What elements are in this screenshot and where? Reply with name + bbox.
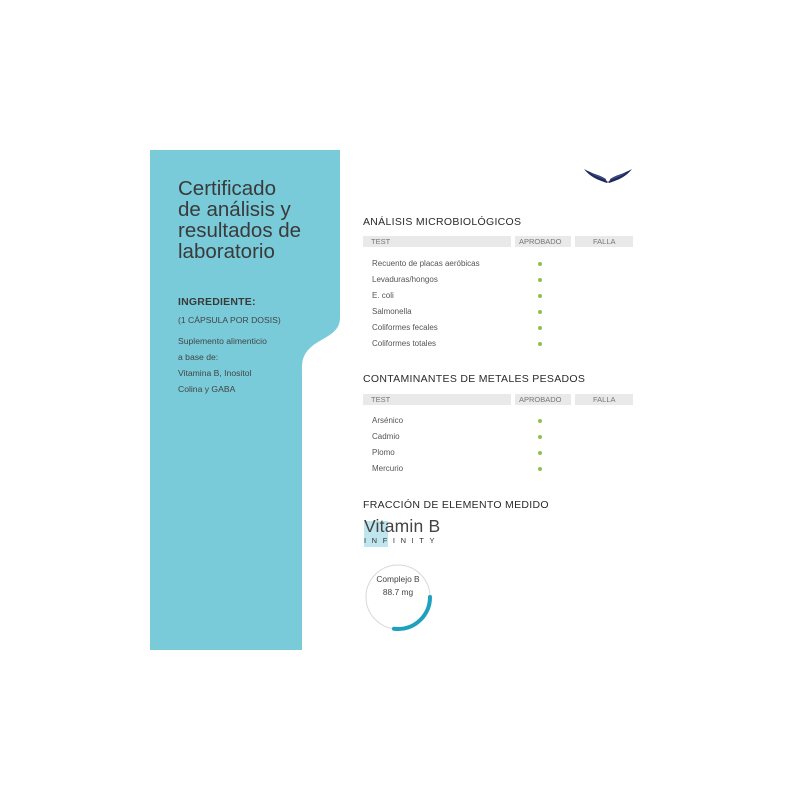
ingredient-description: [178, 333, 318, 397]
approved-dot: [538, 342, 542, 346]
approved-dot: [538, 451, 542, 455]
wings-logo-icon: [584, 166, 632, 184]
table-row: Coliformes fecales: [372, 323, 438, 332]
approved-dot: [538, 262, 542, 266]
micro-header-approved: APROBADO: [515, 236, 571, 247]
table-row: Salmonella: [372, 307, 412, 316]
approved-dot: [538, 278, 542, 282]
table-row: Mercurio: [372, 464, 404, 473]
approved-dot: [538, 294, 542, 298]
micro-table-header: [363, 236, 633, 247]
certificate-card: [150, 150, 650, 650]
table-row: Plomo: [372, 448, 395, 457]
title-line-4: laboratorio: [178, 240, 275, 263]
metals-section-title: CONTAMINANTES DE METALES PESADOS: [363, 373, 586, 385]
ingredient-label: INGREDIENTE:: [178, 296, 256, 308]
sidebar-panel: [150, 150, 320, 650]
metals-header-approved: APROBADO: [515, 394, 571, 405]
table-row: Recuento de placas aeróbicas: [372, 259, 480, 268]
title-line-1: Certificado: [178, 177, 276, 200]
brand-subtitle: INFINITY: [364, 536, 441, 545]
micro-header-fail: FALLA: [575, 236, 633, 247]
table-row: Arsénico: [372, 416, 404, 425]
micro-header-test: TEST: [363, 236, 511, 247]
dose-text: (1 CÁPSULA POR DOSIS): [178, 315, 281, 325]
metals-header-test: TEST: [363, 394, 511, 405]
approved-dot: [538, 419, 542, 423]
description-line-1: Suplemento alimenticio: [178, 336, 267, 346]
approved-dot: [538, 435, 542, 439]
description-line-4: Colina y GABA: [178, 384, 236, 394]
approved-dot: [538, 310, 542, 314]
table-row: Cadmio: [372, 432, 400, 441]
metals-table-header: [363, 394, 633, 405]
progress-ring: [363, 562, 433, 632]
table-row: E. coli: [372, 291, 394, 300]
table-row: Coliformes totales: [372, 339, 437, 348]
description-line-2: a base de:: [178, 352, 219, 362]
table-row: Levaduras/hongos: [372, 275, 438, 284]
brand-name: Vitamin B: [364, 516, 441, 536]
title-line-3: resultados de: [178, 219, 302, 242]
metals-header-fail: FALLA: [575, 394, 633, 405]
element-amount: 88.7 mg: [382, 587, 414, 597]
approved-dot: [538, 326, 542, 330]
micro-section-title: ANÁLISIS MICROBIOLÓGICOS: [363, 216, 522, 228]
element-name: Complejo B: [376, 574, 420, 584]
page-title: [178, 178, 318, 262]
description-line-3: Vitamina B, Inositol: [178, 368, 252, 378]
approved-dot: [538, 467, 542, 471]
fraction-section-title: FRACCIÓN DE ELEMENTO MEDIDO: [363, 499, 549, 511]
title-line-2: de análisis y: [178, 198, 291, 221]
